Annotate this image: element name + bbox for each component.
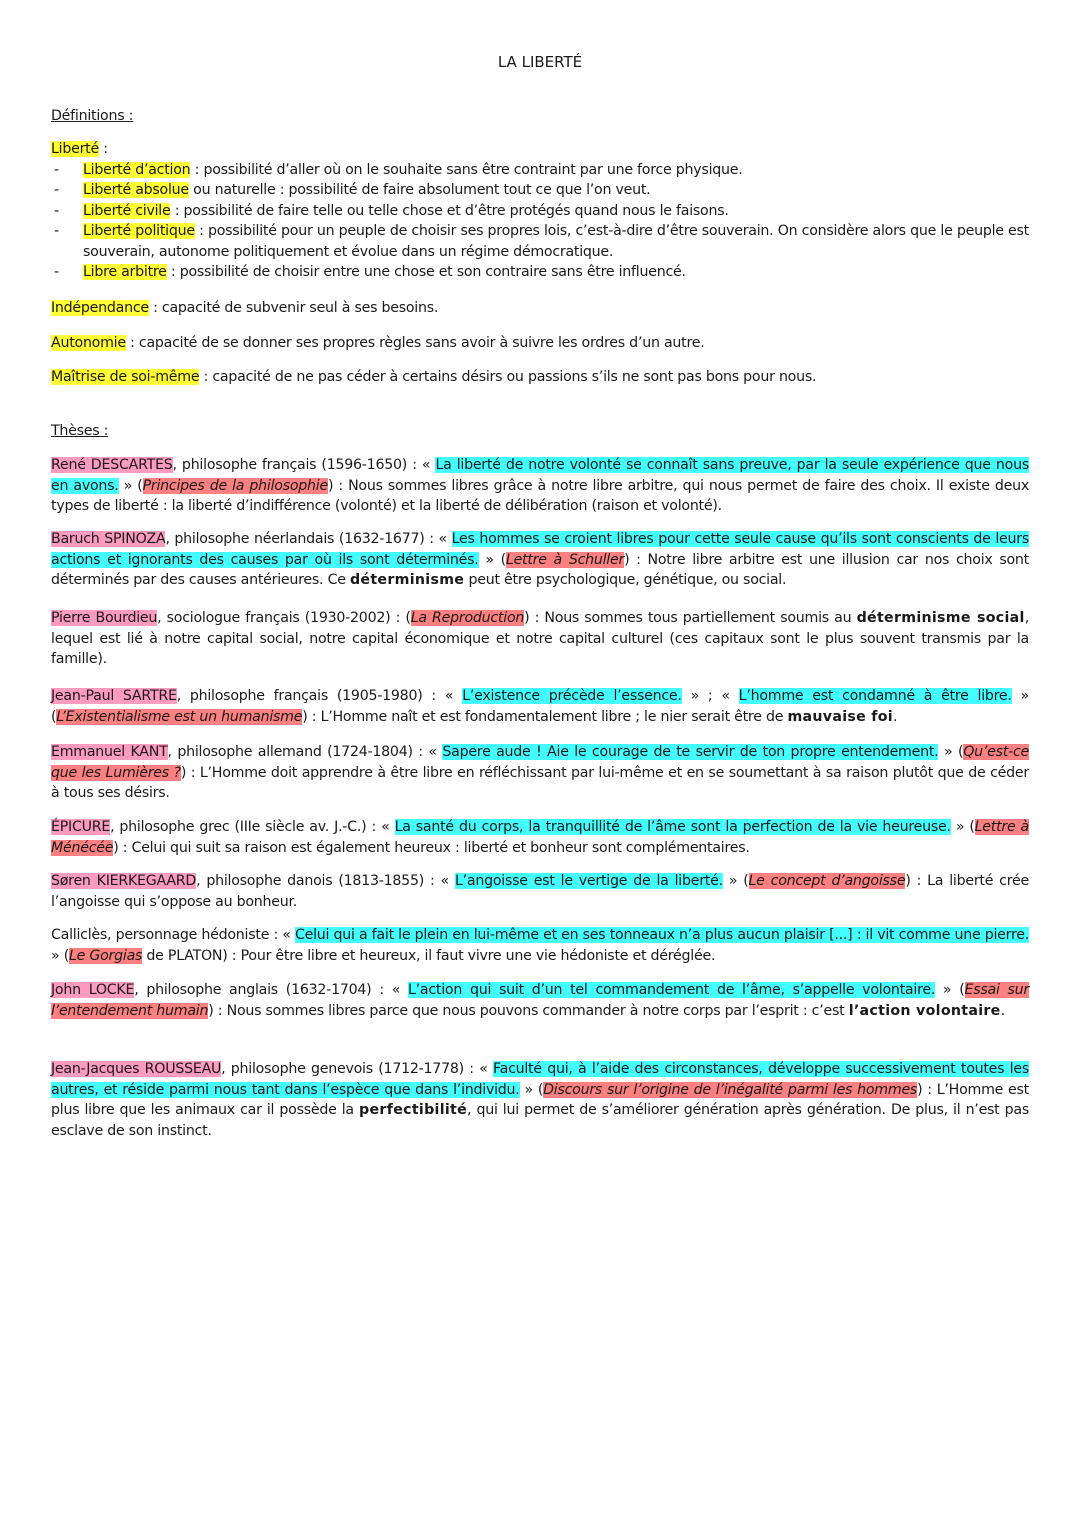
author-name: Pierre Bourdieu [51,610,158,626]
definition-autonomie: Autonomie : capacité de se donner ses propres règles sans avoir à suivre les ordres d’un autre. [51,335,705,351]
quote: La santé du corps, la tranquillité de l’âme sont la perfection de la vie heureuse. [394,819,951,835]
key-term: déterminisme social [856,610,1025,626]
author-name: Jean-Paul SARTRE [51,688,177,704]
author-name: Jean-Jacques ROUSSEAU [51,1061,222,1077]
definition-independance: Indépendance : capacité de subvenir seul à ses besoins. [51,300,439,316]
list-item: - Liberté politique : possibilité pour un peuple de choisir ses propres lois, c’est-à-dire d’être souverain. On considère alors que le peuple est souverain, autonome politiquement et évolue dans un régime démocratique. [51,221,1029,262]
work-title: Lettre à Schuller [505,551,625,568]
work-title: La Reproduction [410,610,525,626]
page-title: LA LIBERTÉ [497,53,583,71]
thesis-callicles: Calliclès, personnage hédoniste : « Celui qui a fait le plein en lui-même et en ses tonneaux n’a plus aucun plaisir [...] : il vit comme une pierre. » (Le Gorgias de PLATON) : Pour être libre et heureux, il faut vivre une vie hédoniste et déréglée. [51,927,1029,964]
thesis-sartre: Jean-Paul SARTRE, philosophe français (1905-1980) : « L’existence précède l’essence. » ; « L’homme est condamné à être libre. » (L’Existentialisme est un humanisme) : L’Homme naît et est fondamentalement libre ; le nier serait être de mauvaise foi. [51,688,1029,725]
quote: L’angoisse est le vertige de la liberté. [454,873,723,889]
key-term: déterminisme [349,572,465,588]
author-name: Baruch SPINOZA [51,531,166,547]
list-item: - Libre arbitre : possibilité de choisir entre une chose et son contraire sans être influencé. [51,262,1029,283]
list-item: - Liberté absolue ou naturelle : possibilité de faire absolument tout ce que l’on veut. [51,180,1029,201]
thesis-descartes: René DESCARTES, philosophe français (1596-1650) : « La liberté de notre volonté se connaît sans preuve, par la seule expérience que nous en avons. » (Principes de la philosophie) : Nous sommes libres grâce à notre libre arbitre, qui nous permet de faire des choix. Il existe deux types de liberté : la liberté d’indifférence (volonté) et la liberté de délibération (raison et volonté). [51,457,1029,514]
key-term: l’action volontaire [848,1002,1001,1019]
key-term: perfectibilité [359,1102,468,1118]
work-title: Principes de la philosophie [142,477,328,494]
work-title: L’Existentialisme est un humanisme [56,708,303,725]
quote: L’action qui suit d’un tel commandement de l’âme, s’appelle volontaire. [408,982,936,998]
thesis-bourdieu: Pierre Bourdieu, sociologue français (1930-2002) : (La Reproduction) : Nous sommes tous partiellement soumis au déterminisme social, lequel est lié à notre capital social, notre capital économique et notre capital culturel (ces capitaux sont le plus souvent transmis par la famille). [51,610,1029,667]
definitions-liberte: Liberté : - Liberté d’action : possibilité d’aller où on le souhaite sans être contraint par une force physique. - Liberté absolue ou naturelle : possibilité de faire absolument tout ce que l’on veut. - Liberté civile : possibilité de faire telle ou telle chose et d’être protégés quand nous le faisons. - Liberté politique : possibilité pour un peuple de choisir ses propres lois, c’est-à-dire d’être souverain. On considère alors que le peuple est souverain, autonome politiquement et évolue dans un régime démocratique. - Libre arbitre : possibilité de choisir entre une chose et son contraire sans être influencé. [51,139,1029,283]
thesis-rousseau: Jean-Jacques ROUSSEAU, philosophe genevois (1712-1778) : « Faculté qui, à l’aide des circonstances, développe successivement toutes les autres, et réside parmi nous tant dans l’espèce que dans l’individu. » (Discours sur l’origine de l’inégalité parmi les hommes) : L’Homme est plus libre que les animaux car il possède la perfectibilité, qui lui permet de s’améliorer génération après génération. De plus, il n’est pas esclave de son instinct. [51,1061,1030,1139]
work-title: Lettre à Ménécée [51,819,1029,856]
quote: L’homme est condamné à être libre. [738,688,1012,704]
author-name: ÉPICURE [51,819,111,835]
quote: Faculté qui, à l’aide des circonstances, développe successivement toutes les autres, et réside parmi nous tant dans l’espèce que dans l’individu. [51,1061,1029,1098]
list-item: - Liberté d’action : possibilité d’aller où on le souhaite sans être contraint par une force physique. [51,160,1029,181]
work-title: Le Gorgias [68,947,143,964]
term-liberte: Liberté [51,141,99,157]
liberte-list [51,160,1029,283]
thesis-kant: Emmanuel KANT, philosophe allemand (1724-1804) : « Sapere aude ! Aie le courage de te servir de ton propre entendement. » (Qu’est-ce que les Lumières ?) : L’Homme doit apprendre à être libre en réfléchissant par lui-même et en se soumettant à sa raison plutôt que de céder à tous ses désirs. [51,744,1029,801]
work-title: Qu’est-ce que les Lumières ? [51,744,1029,781]
author-name: Emmanuel KANT [51,744,168,760]
author-name: René DESCARTES [51,457,173,473]
thesis-spinoza: Baruch SPINOZA, philosophe néerlandais (1632-1677) : « Les hommes se croient libres pour cette seule cause qu’ils sont conscients de leurs actions et ignorants des causes par où ils sont déterminés. » (Lettre à Schuller) : Notre libre arbitre est une illusion car nos choix sont déterminés par des causes antérieures. Ce déterminisme peut être psychologique, génétique, ou social. [51,531,1029,588]
thesis-kierkegaard: Søren KIERKEGAARD, philosophe danois (1813-1855) : « L’angoisse est le vertige de la liberté. » (Le concept d’angoisse) : La liberté crée l’angoisse qui s’oppose au bonheur. [51,873,1029,910]
work-title: Le concept d’angoisse [748,873,906,889]
thesis-locke: John LOCKE, philosophe anglais (1632-1704) : « L’action qui suit d’un tel commandement de l’âme, s’appelle volontaire. » (Essai sur l’entendement humain) : Nous sommes libres parce que nous pouvons commander à notre corps par l’esprit : c’est l’action volontaire. [51,982,1029,1019]
list-item: - Liberté civile : possibilité de faire telle ou telle chose et d’être protégés quand nous le faisons. [51,201,1029,222]
work-title: Discours sur l’origine de l’inégalité parmi les hommes [543,1081,918,1098]
quote: Sapere aude ! Aie le courage de te servir de ton propre entendement. [442,744,939,760]
author-name: John LOCKE [51,982,135,998]
quote: La liberté de notre volonté se connaît sans preuve, par la seule expérience que nous en avons. [51,457,1029,494]
quote: Les hommes se croient libres pour cette seule cause qu’ils sont conscients de leurs actions et ignorants des causes par où ils sont déterminés. [51,531,1029,568]
definition-maitrise: Maîtrise de soi-même : capacité de ne pas céder à certains désirs ou passions s’ils ne sont pas bons pour nous. [51,369,817,385]
theses-heading: Thèses : [51,423,109,439]
quote: Celui qui a fait le plein en lui-même et en ses tonneaux n’a plus aucun plaisir [...] : il vit comme une pierre. [294,927,1029,943]
key-term: mauvaise foi [787,708,893,725]
definitions-heading: Définitions : [51,108,134,124]
work-title: Essai sur l’entendement humain [51,982,1029,1019]
author-name: Søren KIERKEGAARD [51,873,197,889]
quote: L’existence précède l’essence. [462,688,682,704]
thesis-epicure: ÉPICURE, philosophe grec (IIIe siècle av. J.-C.) : « La santé du corps, la tranquillité de l’âme sont la perfection de la vie heureuse. » (Lettre à Ménécée) : Celui qui suit sa raison est également heureux : liberté et bonheur sont complémentaires. [51,819,1029,856]
